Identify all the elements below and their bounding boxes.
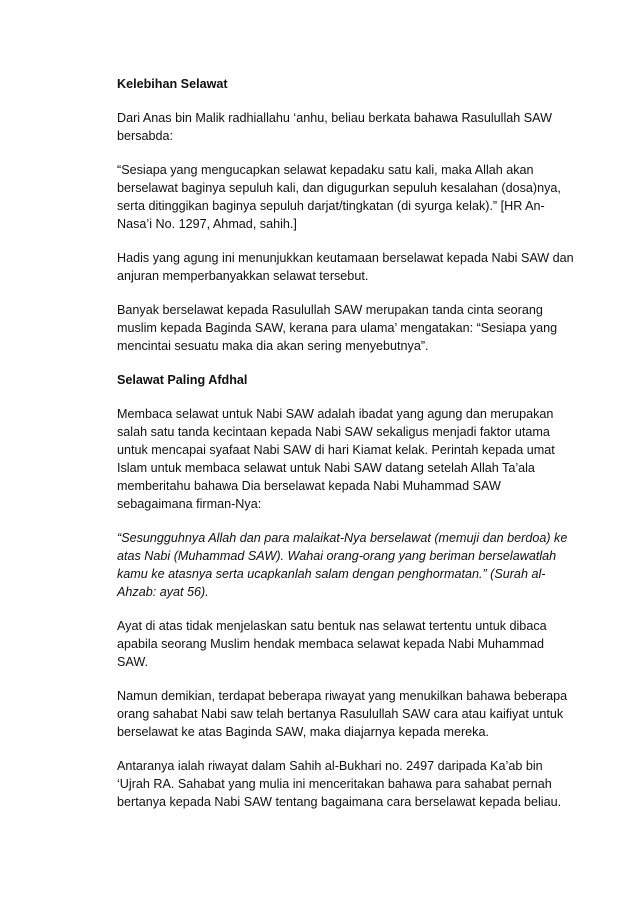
paragraph-companions-asked: Namun demikian, terdapat beberapa riwayat yang menukilkan bahawa beberapa orang sahabat Nabi saw telah bertanya Rasulullah SAW cara atau kaifiyat untuk berselawat ke atas Baginda SAW, maka diajarnya kepada mereka. (117, 689, 568, 739)
paragraph-hadith-intro: Dari Anas bin Malik radhiallahu ‘anhu, beliau berkata bahawa Rasulullah SAW bersabda: (117, 111, 552, 143)
paragraph-love-sign: Banyak berselawat kepada Rasulullah SAW merupakan tanda cinta seorang muslim kepada Baginda SAW, kerana para ulama’ mengatakan: “Sesiapa yang mencintai sesuatu maka dia akan sering menyebutnya”. (117, 303, 558, 353)
paragraph-hadith-quote: “Sesiapa yang mengucapkan selawat kepadaku satu kali, maka Allah akan berselawat baginya sepuluh kali, dan digugurkan sepuluh kesalahan (dosa)nya, serta ditinggikan baginya sepuluh darjat/tingkatan (di syurga kelak).” [HR An-Nasa’i No. 1297, Ahmad, sahih.] (117, 163, 561, 231)
paragraph-verse-explanation: Ayat di atas tidak menjelaskan satu bentuk nas selawat tertentu untuk dibaca apabila seorang Muslim hendak membaca selawat kepada Nabi Muhammad SAW. (117, 619, 547, 669)
section-heading-selawat-paling-afdhal: Selawat Paling Afdhal (117, 373, 248, 387)
paragraph-quran-verse: “Sesungguhnya Allah dan para malaikat-Nya berselawat (memuji dan berdoa) ke atas Nabi (Muhammad SAW). Wahai orang-orang yang beriman berselawatlah kamu ke atasnya serta ucapkanlah salam dengan penghormatan.” (Surah al-Ahzab: ayat 56). (117, 531, 568, 599)
paragraph-hadith-explanation: Hadis yang agung ini menunjukkan keutamaan berselawat kepada Nabi SAW dan anjuran memperbanyakkan selawat tersebut. (117, 251, 574, 283)
document-page (117, 75, 577, 827)
paragraph-bukhari-narration: Antaranya ialah riwayat dalam Sahih al-Bukhari no. 2497 daripada Ka’ab bin ‘Ujrah RA. Sahabat yang mulia ini menceritakan bahawa para sahabat pernah bertanya kepada Nabi SAW tentang bagaimana cara berselawat kepada beliau. (117, 759, 562, 809)
section-heading-kelebihan-selawat: Kelebihan Selawat (117, 77, 228, 91)
paragraph-selawat-command: Membaca selawat untuk Nabi SAW adalah ibadat yang agung dan merupakan salah satu tanda kecintaan kepada Nabi SAW sekaligus menjadi faktor utama untuk mencapai syafaat Nabi SAW di hari Kiamat kelak. Perintah kepada umat Islam untuk membaca selawat untuk Nabi SAW datang setelah Allah Ta’ala memberitahu bahawa Dia berselawat kepada Nabi Muhammad SAW sebagaimana firman-Nya: (117, 407, 555, 511)
